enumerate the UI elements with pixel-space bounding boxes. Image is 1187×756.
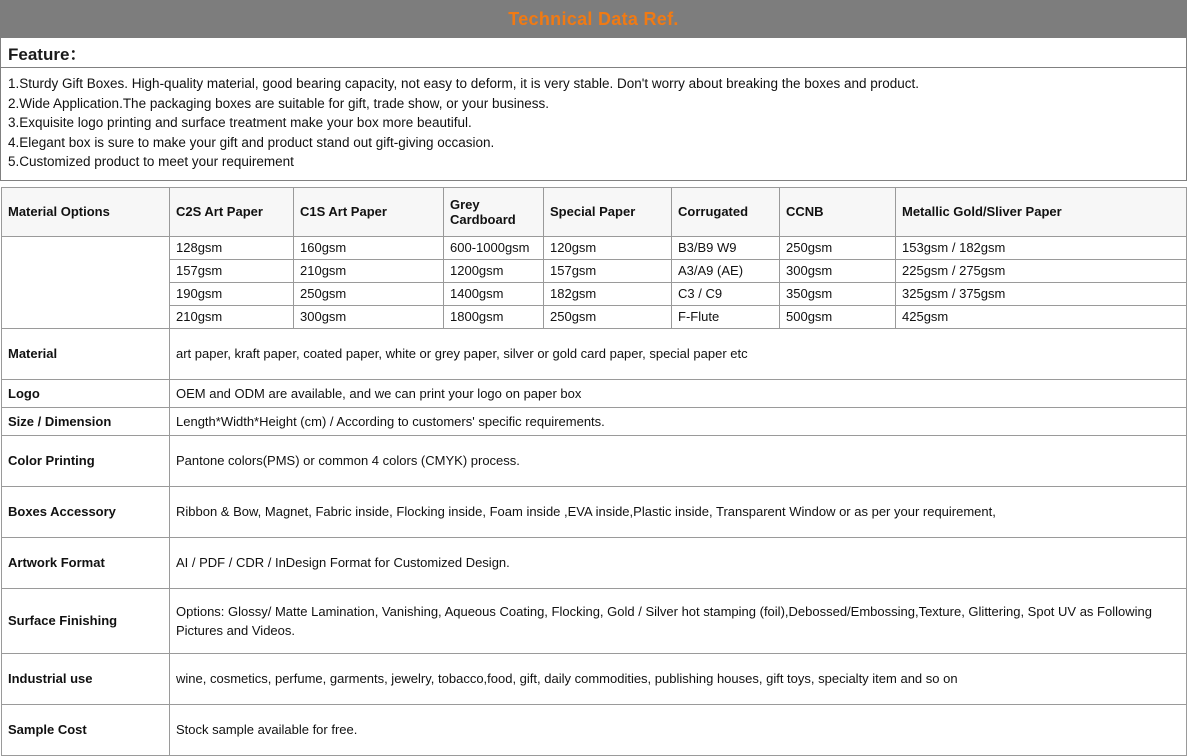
feature-line: 4.Elegant box is sure to make your gift and product stand out gift-giving occasion.	[8, 134, 495, 150]
row-value: Ribbon & Bow, Magnet, Fabric inside, Flocking inside, Foam inside ,EVA inside,Plastic inside, Transparent Window or as per your requirement,	[170, 486, 1187, 537]
feature-line: 2.Wide Application.The packaging boxes are suitable for gift, trade show, or your business.	[8, 95, 550, 111]
cell: 1200gsm	[444, 259, 544, 282]
specification-table	[1, 187, 1187, 756]
row-label: Surface Finishing	[2, 588, 170, 653]
cell: 300gsm	[294, 305, 444, 328]
feature-line: 3.Exquisite logo printing and surface treatment make your box more beautiful.	[8, 115, 472, 130]
row-label-blank	[2, 259, 170, 282]
table-row	[2, 236, 1187, 259]
feature-section	[0, 38, 1187, 181]
column-header: C1S Art Paper	[294, 187, 444, 236]
row-label: Logo	[2, 379, 170, 407]
material-options-header: Material Options	[2, 187, 170, 236]
cell: 325gsm / 375gsm	[896, 282, 1187, 305]
column-header: Corrugated	[672, 187, 780, 236]
cell: 128gsm	[170, 236, 294, 259]
cell: 120gsm	[544, 236, 672, 259]
feature-heading-row	[1, 38, 1186, 68]
column-header: Grey Cardboard	[444, 187, 544, 236]
cell: 350gsm	[780, 282, 896, 305]
column-header: C2S Art Paper	[170, 187, 294, 236]
table-row	[2, 435, 1187, 486]
cell: C3 / C9	[672, 282, 780, 305]
row-value: Stock sample available for free.	[170, 704, 1187, 755]
table-row	[2, 305, 1187, 328]
row-label: Material	[2, 328, 170, 379]
column-header: Metallic Gold/Sliver Paper	[896, 187, 1187, 236]
cell: 157gsm	[170, 259, 294, 282]
row-value: wine, cosmetics, perfume, garments, jewelry, tobacco,food, gift, daily commodities, publishing houses, gift toys, specialty item and so on	[170, 653, 1187, 704]
feature-line: 1.Sturdy Gift Boxes. High-quality material, good bearing capacity, not easy to deform, it is very stable. Don't worry about breaking the boxes and product.	[8, 76, 920, 91]
table-row	[2, 407, 1187, 435]
cell: 153gsm / 182gsm	[896, 236, 1187, 259]
cell: 190gsm	[170, 282, 294, 305]
row-value: art paper, kraft paper, coated paper, white or grey paper, silver or gold card paper, special paper etc	[170, 328, 1187, 379]
row-label: Color Printing	[2, 435, 170, 486]
cell: 425gsm	[896, 305, 1187, 328]
cell: 182gsm	[544, 282, 672, 305]
cell: 210gsm	[294, 259, 444, 282]
row-value: Length*Width*Height (cm) / According to customers' specific requirements.	[170, 407, 1187, 435]
table-row	[2, 282, 1187, 305]
table-row	[2, 537, 1187, 588]
cell: B3/B9 W9	[672, 236, 780, 259]
cell: 300gsm	[780, 259, 896, 282]
table-row	[2, 379, 1187, 407]
page-title: Technical Data Ref.	[508, 8, 679, 29]
cell: 1800gsm	[444, 305, 544, 328]
cell: 160gsm	[294, 236, 444, 259]
column-header: CCNB	[780, 187, 896, 236]
feature-line: 5.Customized product to meet your requirement	[8, 154, 294, 169]
row-label: Boxes Accessory	[2, 486, 170, 537]
row-value: AI / PDF / CDR / InDesign Format for Customized Design.	[170, 537, 1187, 588]
table-row	[2, 486, 1187, 537]
row-label-blank	[2, 282, 170, 305]
table-row	[2, 259, 1187, 282]
row-label-blank	[2, 236, 170, 259]
cell: A3/A9 (AE)	[672, 259, 780, 282]
cell: 250gsm	[780, 236, 896, 259]
cell: 210gsm	[170, 305, 294, 328]
cell: 600-1000gsm	[444, 236, 544, 259]
table-row	[2, 704, 1187, 755]
row-value: Options: Glossy/ Matte Lamination, Vanishing, Aqueous Coating, Flocking, Gold / Silver hot stamping (foil),Debossed/Embossing,Texture, Glittering, Spot UV as Following Pictures and Videos.	[170, 588, 1187, 653]
cell: 500gsm	[780, 305, 896, 328]
cell: 250gsm	[294, 282, 444, 305]
cell: 225gsm / 275gsm	[896, 259, 1187, 282]
row-label: Size / Dimension	[2, 407, 170, 435]
table-row	[2, 653, 1187, 704]
table-row	[2, 588, 1187, 653]
column-header: Special Paper	[544, 187, 672, 236]
table-header-row	[2, 187, 1187, 236]
cell: 157gsm	[544, 259, 672, 282]
cell: 250gsm	[544, 305, 672, 328]
feature-list	[1, 68, 1186, 180]
cell: 1400gsm	[444, 282, 544, 305]
feature-heading: Feature：	[8, 45, 87, 64]
row-label: Artwork Format	[2, 537, 170, 588]
row-label: Sample Cost	[2, 704, 170, 755]
row-value: Pantone colors(PMS) or common 4 colors (CMYK) process.	[170, 435, 1187, 486]
row-value: OEM and ODM are available, and we can print your logo on paper box	[170, 379, 1187, 407]
header-bar	[0, 0, 1187, 38]
cell: F-Flute	[672, 305, 780, 328]
row-label-blank	[2, 305, 170, 328]
table-row	[2, 328, 1187, 379]
row-label: Industrial use	[2, 653, 170, 704]
